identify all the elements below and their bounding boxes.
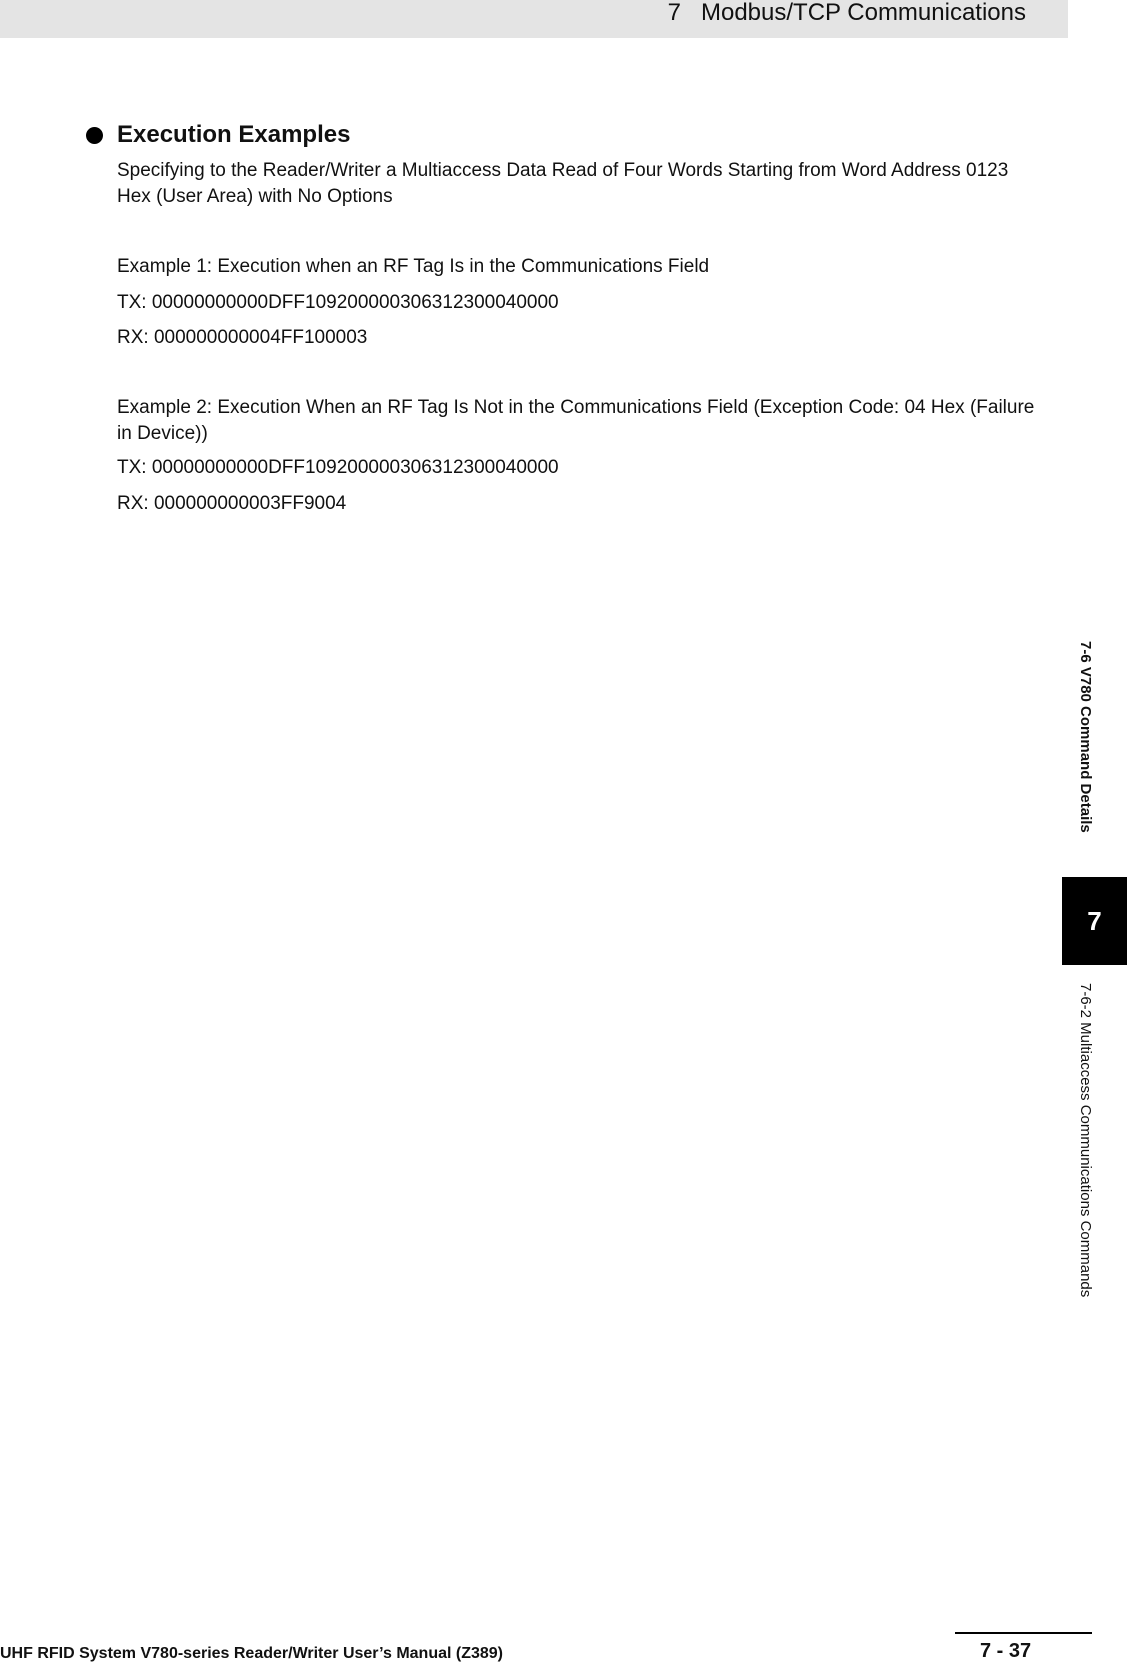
footer-rule [955, 1632, 1092, 1634]
example-1-title: Example 1: Execution when an RF Tag Is in the Communications Field [117, 256, 710, 277]
page-number: 7 - 37 [980, 1640, 1032, 1662]
example-2-title: Example 2: Execution When an RF Tag Is Not in the Communications Field (Exception Code: 04 Hex (Failure in Device)) [117, 397, 1035, 444]
example-1-rx: RX: 000000000004FF100003 [117, 327, 368, 348]
page-header [0, 0, 1068, 38]
section-intro: Specifying to the Reader/Writer a Multiaccess Data Read of Four Words Starting from Word Address 0123 Hex (User Area) with No Options [117, 160, 1009, 207]
manual-title: UHF RFID System V780-series Reader/Writer User’s Manual (Z389) [0, 1645, 504, 1662]
chapter-tab-number: 7 [1087, 905, 1102, 936]
chapter-tab [1062, 877, 1127, 965]
sidebar-section-label: 7-6 V780 Command Details [1077, 641, 1094, 833]
example-1-tx: TX: 00000000000DFF10920000030631230004000​0 [117, 292, 559, 313]
example-2-tx: TX: 00000000000DFF109200000306312300040000 [117, 457, 559, 478]
bullet-icon [86, 127, 103, 144]
chapter-title: 7 Modbus/TCP Communications [667, 0, 1026, 26]
section-title: Execution Examples [117, 121, 351, 148]
example-2-rx: RX: 000000000003FF9004 [117, 493, 347, 514]
sidebar-subsection-label: 7-6-2 Multiaccess Communications Commands [1077, 983, 1094, 1298]
